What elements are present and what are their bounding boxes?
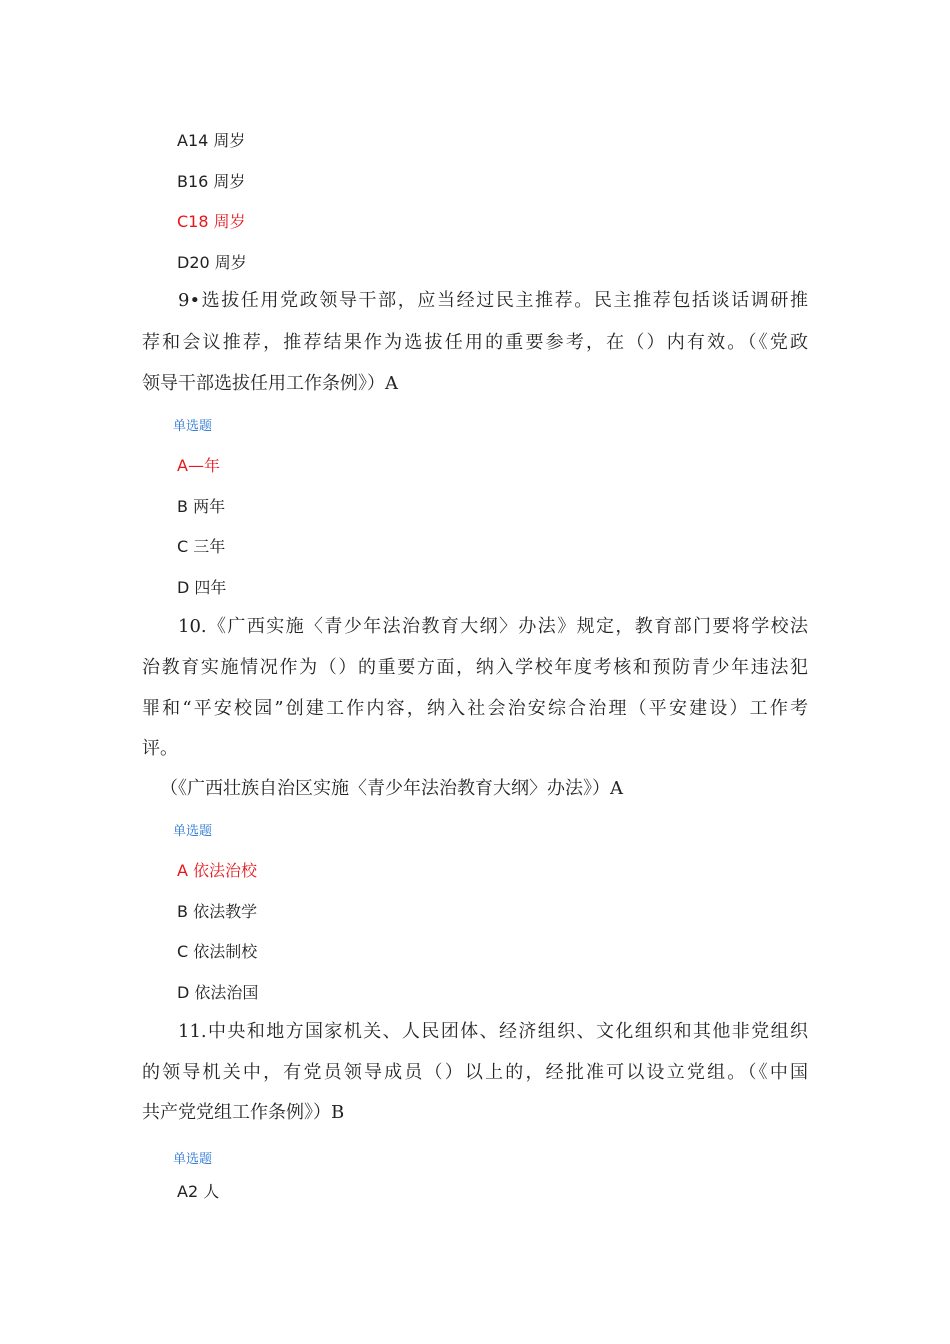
q9-option-d: D 四年 (177, 578, 227, 597)
q9-type-label: 单选题 (173, 419, 213, 434)
q10-text-line-2: 治教育实施情况作为（）的重要方面，纳入学校年度考核和预防青少年违法犯 (142, 657, 808, 678)
q11-type-label: 单选题 (173, 1152, 213, 1167)
q10-option-b: B 依法教学 (177, 902, 258, 921)
q9-option-b: B 两年 (177, 497, 226, 516)
q10-option-d: D 依法治国 (177, 983, 259, 1002)
q8-option-c-correct: C18 周岁 (177, 212, 246, 231)
q10-source-citation: （《广西壮族自治区实施〈青少年法治教育大纲〉办法》）A (160, 778, 623, 799)
q8-option-d: D20 周岁 (177, 253, 247, 272)
q8-option-a: A14 周岁 (177, 131, 246, 150)
q8-option-b: B16 周岁 (177, 172, 246, 191)
q9-text-line-3: 领导干部选拔任用工作条例》）A (142, 373, 398, 394)
q11-option-a: A2 人 (177, 1182, 220, 1201)
q9-option-a-correct: A—年 (177, 456, 220, 475)
q11-text-line-1: 11.中央和地方国家机关、人民团体、经济组织、文化组织和其他非党组织 (178, 1021, 808, 1042)
q10-type-label: 单选题 (173, 824, 213, 839)
q10-option-c: C 依法制校 (177, 942, 258, 961)
q10-text-line-3: 罪和“平安校园”创建工作内容，纳入社会治安综合治理（平安建设）工作考 (142, 698, 808, 719)
q11-text-line-2: 的领导机关中，有党员领导成员（）以上的，经批准可以设立党组。（《中国 (142, 1062, 808, 1083)
q10-text-line-4: 评。 (142, 738, 178, 759)
q9-option-c: C 三年 (177, 537, 226, 556)
q10-text-line-1: 10.《广西实施〈青少年法治教育大纲〉办法》规定，教育部门要将学校法 (178, 616, 808, 637)
q9-text-line-2: 荐和会议推荐，推荐结果作为选拔任用的重要参考，在（）内有效。（《党政 (142, 332, 808, 353)
q9-text-line-1: 9•选拔任用党政领导干部，应当经过民主推荐。民主推荐包括谈话调研推 (178, 290, 808, 311)
q10-option-a-correct: A 依法治校 (177, 861, 258, 880)
q11-text-line-3: 共产党党组工作条例》）B (142, 1102, 345, 1123)
